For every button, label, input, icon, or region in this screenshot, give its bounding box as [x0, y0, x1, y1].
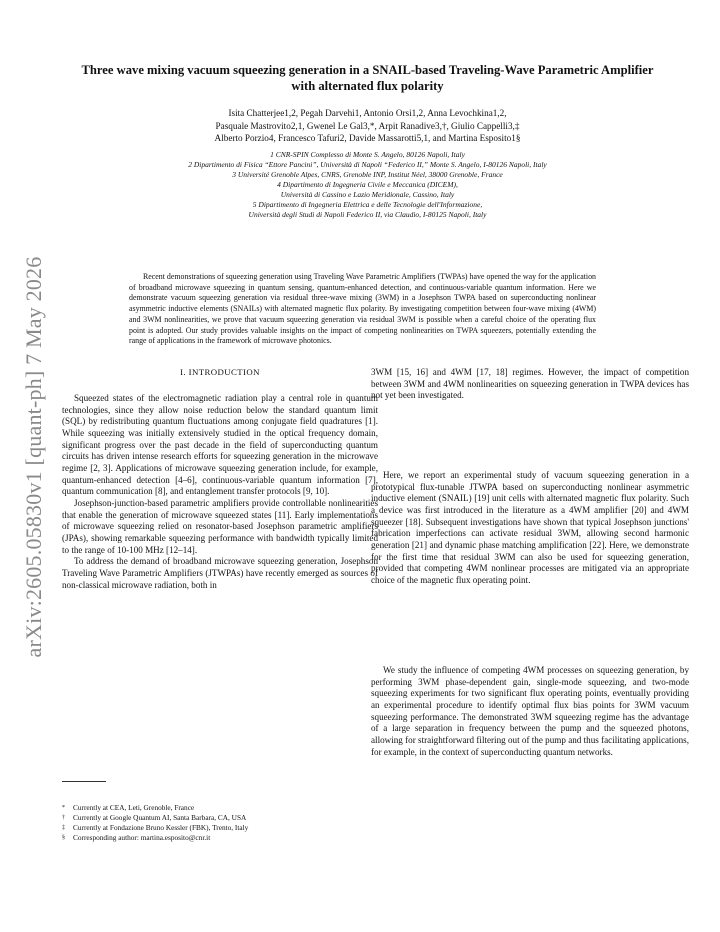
section-heading: I. INTRODUCTION [180, 367, 260, 377]
footnote [62, 813, 378, 823]
affiliation-line: Università degli Studi di Napoli Federico II, via Claudio, I-80125 Napoli, Italy [248, 210, 487, 219]
affiliation-line: 4 Dipartimento di Ingegneria Civile e Meccanica (DICEM), [277, 180, 458, 189]
footnote-divider [62, 781, 106, 782]
abstract: Recent demonstrations of squeezing generation using Traveling Wave Parametric Amplifiers (TWPAs) have opened the way for the application of broadband microwave squeezing in quantum sensing, quantum-enhanced detection, and continuous-variable quantum information. Here we demonstrate vacuum squeezing generation via residual three-wave mixing (3WM) in a Josephson TWPA based on superconducting nonlinear asymmetric inductive elements (SNAILs) with alternated magnetic flux polarity. By investigating competition between four-wave mixing (4WM) and 3WM nonlinearities, we prove that vacuum squeezing generation via residual 3WM is possible when a careful choice of the operating flux point is adopted. Our study provides valuable insights on the impact of competing nonlinearities on TWPA squeezers, potentially extending the range of applications in the framework of microwave photonics. [129, 272, 596, 346]
author-line: Isita Chatterjee1,2, Pegah Darvehi1, Antonio Orsi1,2, Anna Levochkina1,2, [228, 108, 507, 118]
author-list [70, 107, 665, 145]
affiliation-line: 3 Université Grenoble Alpes, CNRS, Grenoble INP, Institut Néel, 38000 Grenoble, France [232, 170, 503, 179]
footnote-mark: * [62, 805, 65, 811]
footnote-mark: ‡ [62, 825, 65, 831]
footnote [62, 823, 378, 833]
footnote-text: Currently at Google Quantum AI, Santa Barbara, CA, USA [73, 813, 247, 822]
footnote-mark: § [62, 835, 65, 841]
footnotes [62, 803, 378, 843]
footnote [62, 803, 378, 813]
affiliation-line: Università di Cassino e Lazio Meridionale, Cassino, Italy [280, 190, 455, 199]
affiliation-line: 2 Dipartimento di Fisica “Ettore Pancini”, Università di Napoli “Federico II,” Monte S. Angelo, I-80126 Napoli, Italy [188, 160, 547, 169]
left-column [62, 393, 378, 591]
paragraph: Here, we report an experimental study of vacuum squeezing generation in a prototypical flux-tunable JTWPA based on superconducting nonlinear asymmetric inductive element (SNAIL) [19] unit cells with alternated magnetic flux polarity. Such a device was first introduced in the literature as a 4WM amplifier [20] and 4WM squeezer [18]. Subsequent investigations have shown that typical Josephson junctions' fabrication imperfections can activate residual 3WM, allowing second harmonic generation [21] and dynamic phase matching amplification [22]. Here, we demonstrate for the first time that residual 3WM can also be used for squeezing generation, provided that competing 4WM nonlinear processes are mitigated via an appropriate choice of the magnetic flux operating point. [371, 470, 689, 585]
footnote-text: Currently at Fondazione Bruno Kessler (FBK), Trento, Italy [73, 823, 249, 832]
footnote-text: Corresponding author: martina.esposito@cnr.it [73, 833, 211, 842]
paragraph: We study the influence of competing 4WM processes on squeezing generation, by performing 3WM phase-dependent gain, single-mode squeezing, and two-mode squeezing experiments for two significant flux operating points, eventually providing an experimental procedure to identify optimal flux bias points for 3WM vacuum squeezing performance. The demonstrated 3WM squeezing regime has the advantage of a large separation in frequency between the pump and the squeezed photons, allowing for straightforward filtering out of the pump and thus facilitating applications, for example, in the context of superconducting quantum networks. [371, 665, 689, 757]
footnote [62, 833, 378, 843]
paper-title: Three wave mixing vacuum squeezing generation in a SNAIL-based Traveling-Wave Parametric Amplifier with alternated flux polarity [81, 63, 654, 93]
paragraph: Josephson-junction-based parametric amplifiers provide controllable nonlinearities that enable the generation of microwave squeezed states [11]. Early implementations of microwave squeezing relied on resonator-based Josephson parametric amplifiers (JPAs), showing remarkable squeezing performance with bandwidth typically limited to the range of 10-100 MHz [12–14]. [62, 497, 378, 555]
arxiv-identifier: arXiv:2605.05830v1 [quant-ph] 7 May 2026 [21, 256, 46, 658]
arxiv-watermark [12, 242, 56, 672]
affiliation-line: 1 CNR-SPIN Complesso di Monte S. Angelo, 80126 Napoli, Italy [270, 150, 465, 159]
affiliation-list [70, 150, 665, 220]
footnote-mark: † [62, 815, 65, 821]
author-line: Alberto Porzio4, Francesco Tafuri2, Davide Massarotti5,1, and Martina Esposito1§ [214, 133, 521, 143]
paragraph: To address the demand of broadband microwave squeezing generation, Josephson Traveling Wave Parametric Amplifiers (JTWPAs) have recently emerged as sources of non-classical microwave radiation, both in [62, 556, 378, 590]
paragraph: Squeezed states of the electromagnetic radiation play a central role in quantum technologies, since they allow noise reduction below the standard quantum limit (SQL) by redistributing quantum fluctuations among conjugate field quadratures [1]. While squeezing was initially extensively studied in the optical frequency domain, significant progress over the past decade in the field of superconducting quantum circuits has driven intense research efforts for squeezing generation in the microwave regime [2, 3]. Applications of microwave squeezing generation include, for example, quantum-enhanced detection [4–6], continuous-variable quantum information [7], quantum communication [8], and entanglement transfer protocols [9, 10]. [62, 393, 378, 497]
affiliation-line: 5 Dipartimento di Ingegneria Elettrica e delle Tecnologie dell'Informazione, [252, 200, 483, 209]
footnote-text: Currently at CEA, Leti, Grenoble, France [73, 803, 195, 812]
paragraph: 3WM [15, 16] and 4WM [17, 18] regimes. However, the impact of competition between 3WM and 4WM nonlinearities on squeezing generation in TWPA devices has not yet been investigated. [371, 367, 689, 401]
author-line: Pasquale Mastrovito2,1, Gwenel Le Gal3,*, Arpit Ranadive3,†, Giulio Cappelli3,‡ [215, 120, 520, 131]
